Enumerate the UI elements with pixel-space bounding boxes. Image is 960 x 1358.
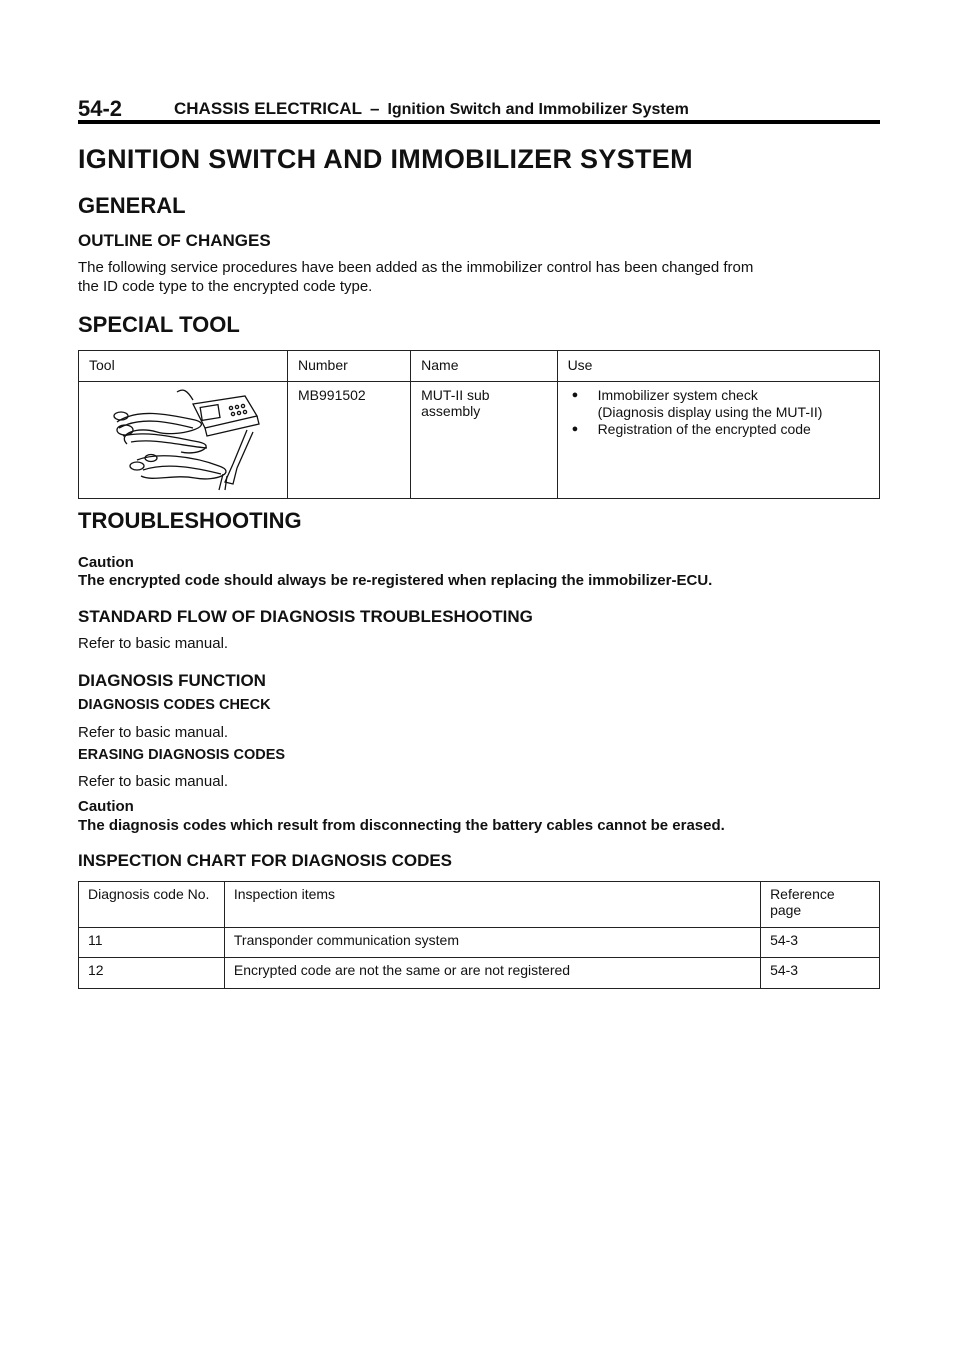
col-reference [761,882,880,928]
special-tool-table [78,350,880,499]
use-item-1-text: Immobilizer system check [597,387,758,403]
erasing-heading: ERASING DIAGNOSIS CODES [78,747,286,763]
code-cell: 11 [79,928,225,958]
caution-text: The encrypted code should always be re-registered when replacing the immobilizer-ECU. [78,572,713,589]
header-section: CHASSIS ELECTRICAL [174,99,362,118]
table-row [79,382,880,499]
use-item-1-sub-text: (Diagnosis display using the MUT-II) [597,404,823,420]
tool-use [557,382,879,499]
tool-number: MB991502 [288,382,411,499]
header-dash: – [369,99,380,118]
use-item-1 [568,387,869,404]
caution2-label: Caution [78,798,134,815]
page-cell: 54-3 [761,928,880,958]
header-title [174,99,689,119]
use-item-2-text: Registration of the encrypted code [597,421,811,437]
tool-name [411,382,557,499]
special-tool-heading: SPECIAL TOOL [78,312,240,337]
caution2-text: The diagnosis codes which result from disconnecting the battery cables cannot be erased. [78,817,725,834]
code-cell: 12 [79,958,225,989]
table-header-row [79,351,880,382]
table-header-row [79,882,880,928]
function-heading: DIAGNOSIS FUNCTION [78,671,266,690]
inspection-chart-table [78,881,880,989]
col-items: Inspection items [224,882,760,928]
outline-line-2: the ID code type to the encrypted code type. [78,278,373,295]
header-subsection: Ignition Switch and Immobilizer System [387,101,689,118]
item-cell: Encrypted code are not the same or are not registered [224,958,760,989]
flow-text: Refer to basic manual. [78,635,229,652]
tool-image-cell [79,382,288,499]
tool-name-line-1: MUT-II sub [421,387,490,403]
caution-label: Caution [78,554,134,571]
page-cell: 54-3 [761,958,880,989]
outline-paragraph [78,258,882,296]
troubleshooting-heading: TROUBLESHOOTING [78,508,302,533]
page-number: 54-2 [78,96,123,121]
erasing-text: Refer to basic manual. [78,773,229,790]
col-reference-line-1: Reference [770,886,835,902]
bullet-icon: ● [571,423,579,435]
outline-heading: OUTLINE OF CHANGES [78,231,271,250]
use-item-2 [568,421,869,438]
col-use: Use [557,351,879,382]
codes-check-heading: DIAGNOSIS CODES CHECK [78,697,271,713]
col-number: Number [288,351,411,382]
page-header [78,96,880,124]
use-item-1-sub [568,404,869,421]
col-code: Diagnosis code No. [79,882,225,928]
bullet-icon: ● [571,389,579,401]
item-cell: Transponder communication system [224,928,760,958]
tool-name-line-2: assembly [421,403,481,419]
codes-check-text: Refer to basic manual. [78,724,229,741]
col-reference-line-2: page [770,902,802,918]
table-row [79,928,880,958]
mut-ii-tool-illustration [97,386,287,494]
page-title: IGNITION SWITCH AND IMMOBILIZER SYSTEM [78,144,693,174]
general-heading: GENERAL [78,193,186,218]
table-row [79,958,880,989]
col-tool: Tool [79,351,288,382]
col-name: Name [411,351,557,382]
inspection-chart-heading: INSPECTION CHART FOR DIAGNOSIS CODES [78,851,453,870]
outline-line-1: The following service procedures have been added as the immobilizer control has been changed from [78,259,754,276]
flow-heading: STANDARD FLOW OF DIAGNOSIS TROUBLESHOOTING [78,607,533,626]
